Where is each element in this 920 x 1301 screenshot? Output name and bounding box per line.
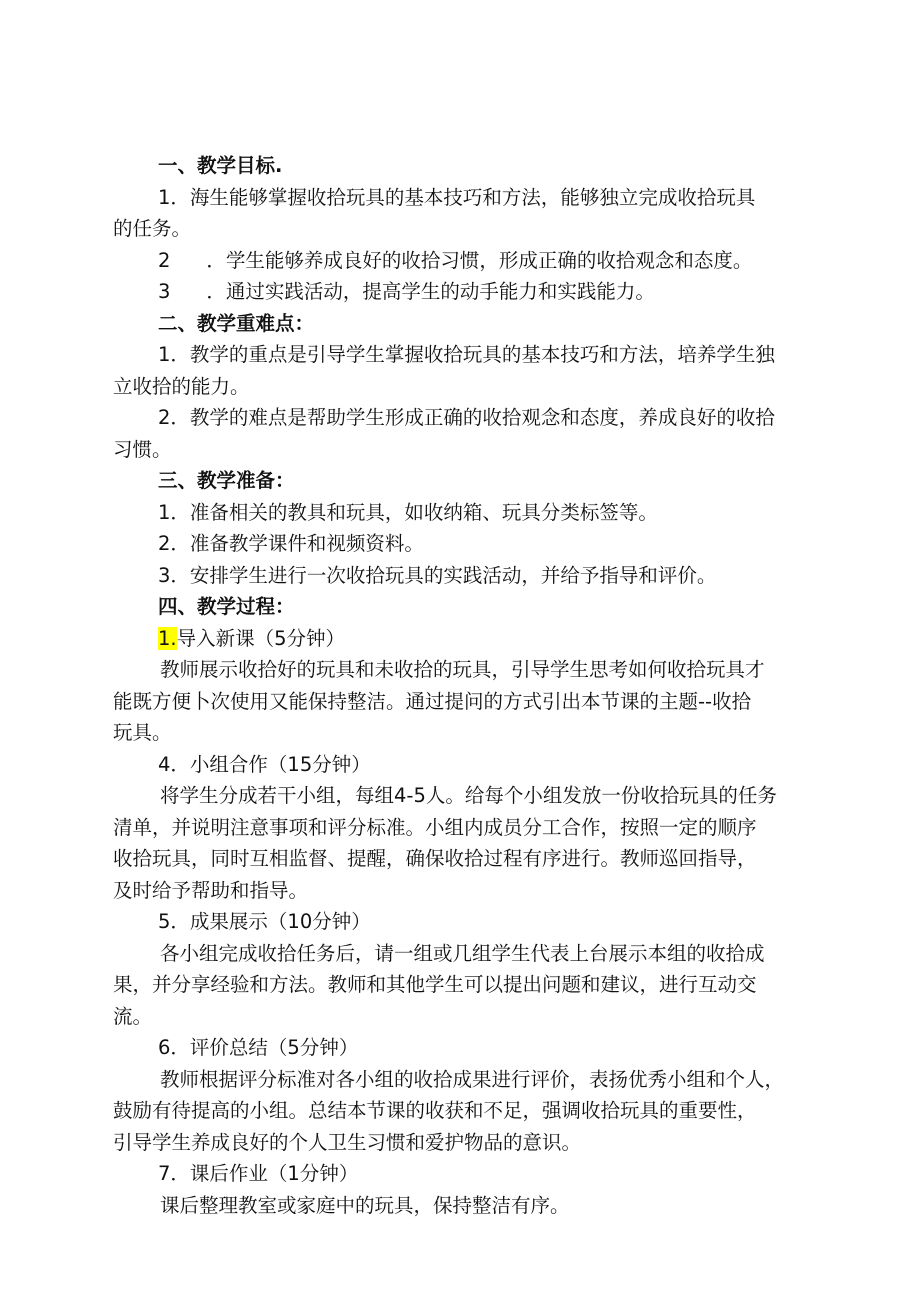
key-point-item-1 (113, 339, 833, 371)
lesson-plan-body (113, 150, 833, 1221)
step-title: 导入新课（5分钟） (176, 626, 346, 650)
step-body-line: 及时给予帮助和指导。 (113, 878, 309, 902)
process-step-title (113, 1032, 833, 1064)
objective-item-1-continued: 的任务。 (113, 217, 192, 240)
preparation-item-2 (113, 528, 833, 560)
step-body-line: 课后整理教室或家庭中的玩具，保持整洁有序。 (160, 1193, 570, 1217)
item-number: 1 (158, 343, 171, 366)
item-number: 1 (158, 500, 171, 524)
step-number: 4 (158, 752, 171, 776)
step-body-line: 果，并分享经验和方法。教师和其他学生可以提出问题和建议，进行互动交 (113, 973, 757, 996)
item-text: ．准备教学课件和视频资料。 (170, 532, 424, 555)
item-text: ．通过实践活动，提高学生的动手能力和实践能力。 (206, 280, 655, 303)
step-body-line: 将学生分成若干小组，每组4-5人。给每个小组发放一份收拾玩具的任务 (160, 784, 777, 807)
step-title: ．小组合作（15分钟） (170, 752, 371, 776)
process-step-title (113, 623, 833, 655)
preparation-item-3 (113, 560, 833, 592)
step-body-line: 流。 (113, 1004, 153, 1028)
item-text: ．教学的难点是帮助学生形成正确的收拾观念和态度，养成良好的收拾 (170, 406, 775, 429)
step-title: ．评价总结（5分钟） (170, 1036, 359, 1059)
step-number: 5 (158, 910, 171, 933)
item-text: ．学生能够养成良好的收拾习惯，形成正确的收拾观念和态度。 (206, 248, 753, 272)
section-heading-preparation: 三、教学准备： (158, 469, 295, 492)
objective-item-3 (113, 276, 833, 308)
process-step-title (113, 1158, 833, 1190)
process-step-title (113, 906, 833, 938)
key-point-item-2 (113, 402, 833, 434)
step-body-line: 玩具。 (113, 721, 172, 744)
item-text: ．教学的重点是引导学生掌握收拾玩具的基本技巧和方法，培养学生独 (170, 343, 775, 366)
step-title: ．课后作业（1分钟） (170, 1162, 359, 1185)
section-heading-process: 四、教学过程： (158, 595, 295, 618)
objective-item-1 (113, 182, 833, 214)
process-step-title (113, 749, 833, 781)
step-body-line: 清单，并说明注意事项和评分标准。小组内成员分工合作，按照一定的顺序 (113, 815, 757, 839)
step-body-line: 收拾玩具，同时互相监督、提醒，确保收拾过程有序进行。教师巡回指导， (113, 847, 757, 870)
step-body-line: 各小组完成收拾任务后，请一组或几组学生代表上台展示本组的收拾成 (160, 941, 765, 965)
step-title: ．成果展示（10分钟） (170, 910, 371, 933)
item-text: ．准备相关的教具和玩具，如收纳箱、玩具分类标签等。 (170, 500, 658, 524)
step-body-line: 鼓励有待提高的小组。总结本节课的收获和不足，强调收拾玩具的重要性， (113, 1099, 757, 1122)
step-body-line: 引导学生养成良好的个人卫生习惯和爱护物品的意识。 (113, 1130, 582, 1154)
step-body-line: 能既方便卜次使用又能保持整洁。通过提问的方式引出本节课的主题--收拾 (113, 689, 752, 713)
step-number: 6 (158, 1036, 171, 1059)
item-text: ．安排学生进行一次收拾玩具的实践活动，并给予指导和评价。 (170, 563, 717, 587)
key-point-item-2-continued: 习惯。 (113, 437, 172, 461)
objective-item-2 (113, 245, 833, 277)
step-body-line: 教师展示收拾好的玩具和未收拾的玩具，引导学生思考如何收拾玩具才 (160, 658, 765, 681)
key-point-item-1-continued: 立收拾的能力。 (113, 374, 250, 398)
item-number: 1 (158, 185, 171, 209)
section-heading-objectives: 一、教学目标. (158, 154, 283, 177)
step-number-highlighted: 1. (158, 626, 177, 650)
item-number: 3 (158, 563, 171, 587)
step-number: 7 (158, 1162, 171, 1185)
item-number: 2 (158, 406, 171, 429)
section-heading-key-points: 二、教学重难点： (158, 311, 315, 335)
item-number: 2 (158, 248, 171, 272)
item-text: ．海生能够掌握收拾玩具的基本技巧和方法，能够独立完成收拾玩具 (170, 185, 756, 209)
item-number: 3 (158, 280, 171, 303)
item-number: 2 (158, 532, 171, 555)
preparation-item-1 (113, 497, 833, 529)
step-body-line: 教师根据评分标准对各小组的收拾成果进行评价，表扬优秀小组和个人， (160, 1067, 785, 1091)
